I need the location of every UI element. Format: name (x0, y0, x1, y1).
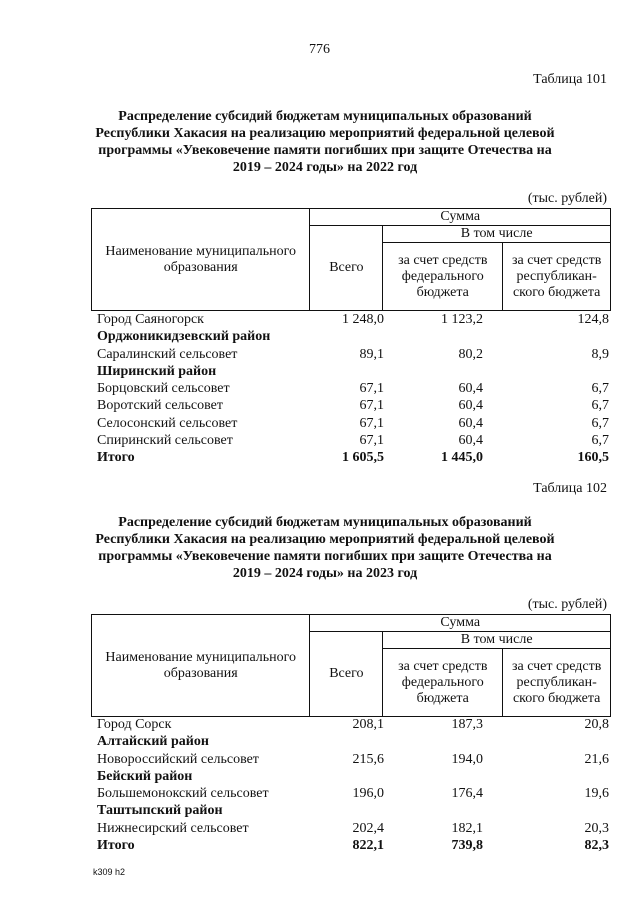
row-name: Алтайский район (97, 734, 209, 750)
row-republic-value: 8,9 (591, 346, 609, 362)
row-total-value: 208,1 (352, 717, 384, 732)
header-sum: Сумма (310, 209, 611, 226)
row-name: Таштыпский район (97, 803, 223, 819)
row-total-value: 67,1 (359, 415, 384, 431)
row-total-value: 215,6 (352, 751, 384, 767)
row-name: Итого (97, 450, 135, 466)
row-name: Борцовский сельсовет (97, 381, 230, 397)
title-line: Распределение субсидий бюджетам муниципальных образований (118, 109, 532, 124)
header-name-column: Наименование муниципального образования (92, 209, 310, 311)
header-republic: за счет средств республикан-ского бюджета (503, 649, 611, 717)
row-name: Спиринский сельсовет (97, 433, 233, 449)
table-row (97, 837, 611, 854)
row-name: Бейский район (97, 768, 193, 784)
table-row (97, 380, 611, 397)
row-name: Нижнесирский сельсовет (97, 820, 249, 836)
row-republic-value: 19,6 (584, 786, 609, 802)
title-line: Распределение субсидий бюджетам муниципальных образований (118, 515, 532, 530)
row-name: Орджоникидзевский район (97, 329, 271, 345)
table-row (97, 449, 611, 466)
table-row (97, 716, 611, 733)
header-including: В том числе (383, 632, 611, 649)
row-federal-value: 60,4 (458, 381, 483, 397)
row-total-value: 67,1 (359, 381, 384, 397)
table-row (97, 820, 611, 837)
row-name: Итого (97, 838, 135, 854)
row-republic-value: 6,7 (591, 433, 609, 449)
row-republic-value: 6,7 (591, 381, 609, 397)
row-federal-value: 187,3 (451, 717, 483, 732)
title-line: Республики Хакасия на реализацию мероприятий федеральной целевой (95, 532, 555, 547)
table-row (97, 751, 611, 768)
district-heading-row (97, 768, 611, 785)
row-federal-value: 194,0 (451, 751, 483, 767)
row-total-value: 196,0 (352, 786, 384, 802)
table-body (97, 716, 611, 854)
district-heading-row (97, 802, 611, 819)
header-republic: за счет средств республикан-ского бюджета (503, 243, 611, 311)
header-sum: Сумма (310, 615, 611, 632)
row-total-value: 202,4 (352, 820, 384, 836)
table-label: Таблица 101 (533, 72, 607, 87)
table-row (97, 415, 611, 432)
district-heading-row (97, 328, 611, 345)
row-republic-value: 124,8 (577, 312, 609, 327)
row-name: Ширинский район (97, 363, 217, 379)
title-line: 2019 – 2024 годы» на 2023 год (232, 566, 418, 581)
table-header (91, 208, 611, 311)
header-name-column: Наименование муниципального образования (92, 615, 310, 717)
row-total-value: 1 248,0 (342, 312, 384, 327)
title-line: 2019 – 2024 годы» на 2022 год (232, 160, 418, 175)
row-federal-value: 176,4 (451, 786, 483, 802)
title-line: программы «Увековечение памяти погибших при защите Отечества на (98, 549, 552, 564)
table-label: Таблица 102 (533, 481, 607, 496)
units-label: (тыс. рублей) (527, 191, 607, 206)
table-body (97, 311, 611, 467)
table-row (97, 311, 611, 328)
row-name: Город Саяногорск (97, 312, 204, 327)
row-republic-value: 82,3 (584, 838, 609, 854)
row-republic-value: 20,3 (584, 820, 609, 836)
row-name: Селосонский сельсовет (97, 415, 238, 431)
title-line: программы «Увековечение памяти погибших при защите Отечества на (98, 143, 552, 158)
row-federal-value: 60,4 (458, 433, 483, 449)
row-name: Воротский сельсовет (97, 398, 223, 414)
header-total: Всего (310, 226, 383, 311)
district-heading-row (97, 363, 611, 380)
row-republic-value: 6,7 (591, 415, 609, 431)
row-total-value: 1 605,5 (342, 450, 384, 466)
title-line: Республики Хакасия на реализацию мероприятий федеральной целевой (95, 126, 555, 141)
page-number: 776 (309, 42, 330, 57)
row-total-value: 67,1 (359, 398, 384, 414)
header-including: В том числе (383, 226, 611, 243)
district-heading-row (97, 733, 611, 750)
row-name: Саралинский сельсовет (97, 346, 238, 362)
row-federal-value: 60,4 (458, 415, 483, 431)
row-republic-value: 6,7 (591, 398, 609, 414)
table-row (97, 397, 611, 414)
table-header (91, 614, 611, 717)
row-republic-value: 20,8 (584, 717, 609, 732)
row-name: Новороссийский сельсовет (97, 751, 259, 767)
row-name: Большемонокский сельсовет (97, 786, 269, 802)
footer-code: k309 h2 (93, 867, 126, 877)
units-label: (тыс. рублей) (527, 597, 607, 612)
table-row (97, 432, 611, 449)
row-total-value: 67,1 (359, 433, 384, 449)
row-federal-value: 1 123,2 (441, 312, 483, 327)
header-federal: за счет средств федерального бюджета (383, 243, 503, 311)
header-total: Всего (310, 632, 383, 717)
row-federal-value: 80,2 (458, 346, 483, 362)
row-name: Город Сорск (97, 717, 172, 732)
row-federal-value: 60,4 (458, 398, 483, 414)
row-federal-value: 739,8 (451, 838, 483, 854)
table-row (97, 785, 611, 802)
row-republic-value: 160,5 (577, 450, 609, 466)
row-total-value: 822,1 (352, 838, 384, 854)
table-title (60, 108, 590, 176)
table-row (97, 346, 611, 363)
row-federal-value: 182,1 (451, 820, 483, 836)
row-federal-value: 1 445,0 (441, 450, 483, 466)
table-title (60, 514, 590, 582)
row-republic-value: 21,6 (584, 751, 609, 767)
header-federal: за счет средств федерального бюджета (383, 649, 503, 717)
row-total-value: 89,1 (359, 346, 384, 362)
